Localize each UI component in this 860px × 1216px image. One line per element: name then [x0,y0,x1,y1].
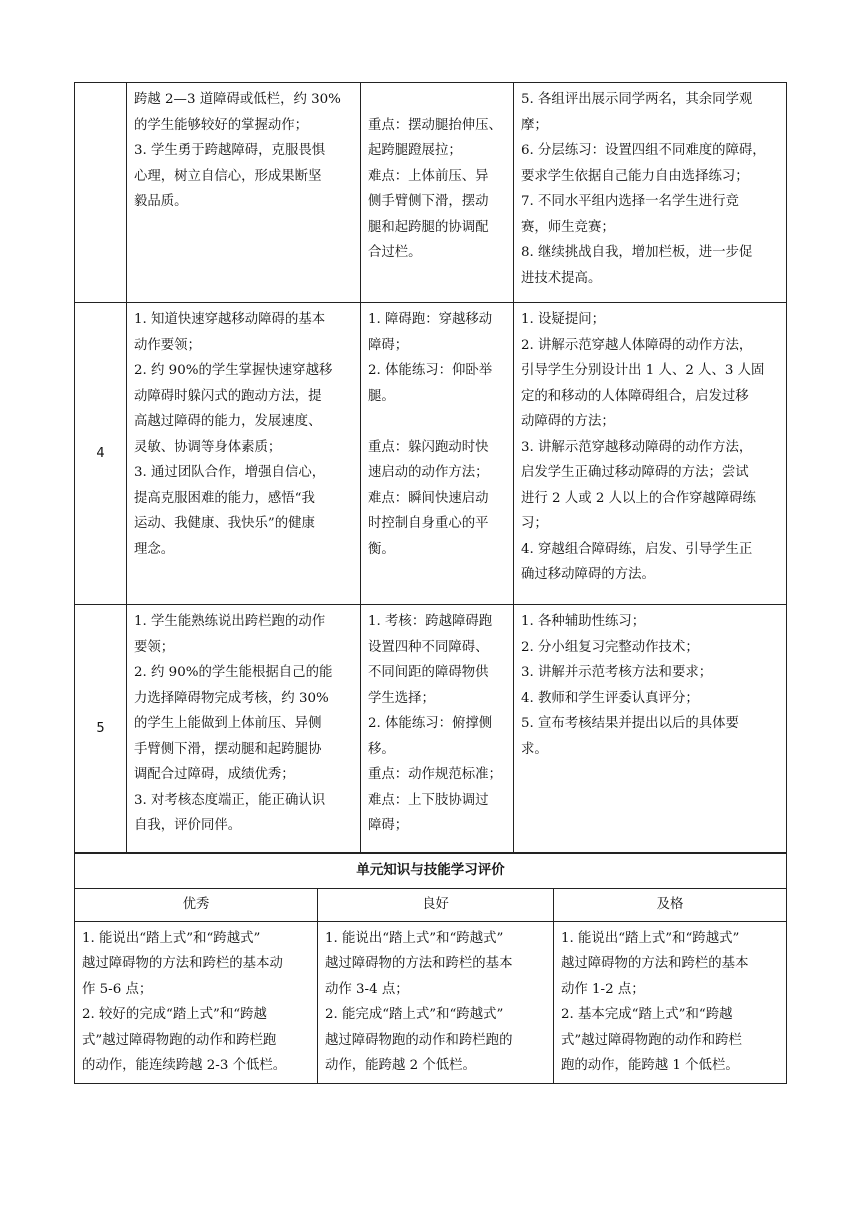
criteria-good-line: 动作，能跨越 2 个低栏。 [325,1058,476,1073]
header-pass: 及格 [554,889,787,922]
teaching-method-cell-line: 求。 [521,741,548,757]
lesson-table-body [75,83,787,853]
lesson-content-cell-line: 腿和起跨腿的协调配 [368,219,489,235]
lesson-number [75,83,127,303]
teaching-method-cell [514,605,787,853]
teaching-method-cell-line: 要求学生依据自己能力自由选择练习； [521,168,749,184]
lesson-content-cell-line: 重点：摆动腿抬伸压、 [368,117,502,133]
learning-goal-cell-line: 动作要领； [134,337,201,353]
criteria-excellent-line: 1. 能说出“踏上式”和“跨越式” [82,930,261,946]
criteria-pass-line: 越过障碍物的方法和跨栏的基本 [561,956,749,971]
learning-goal-cell-line: 心理，树立自信心，形成果断坚 [134,168,322,184]
learning-goal-cell-line: 灵敏、协调等身体素质； [134,439,282,455]
criteria-excellent-line: 2. 较好的完成“踏上式”和“跨越 [82,1007,267,1022]
criteria-good-line: 越过障碍物的方法和跨栏的基本 [325,956,513,971]
learning-goal-cell [127,605,361,853]
teaching-method-cell-line: 5. 宣布考核结果并提出以后的具体要 [521,716,739,731]
lesson-number: 4 [75,303,127,605]
lesson-row [75,83,787,303]
teaching-method-cell [514,83,787,303]
teaching-method-cell-line: 8. 继续挑战自我，增加栏板，进一步促 [521,245,753,260]
teaching-method-cell-line: 3. 讲解并示范考核方法和要求； [521,665,713,680]
teaching-method-cell-line: 习； [521,516,548,531]
criteria-pass [554,921,787,1083]
learning-goal-cell-line: 的学生上能做到上体前压、异侧 [134,716,322,731]
criteria-pass-line: 跑的动作，能跨越 1 个低栏。 [561,1058,739,1073]
lesson-row [75,303,787,605]
learning-goal-cell [127,303,361,605]
teaching-method-cell-line: 2. 讲解示范穿越人体障碍的动作方法， [521,337,753,353]
learning-goal-cell-line: 动障碍时躲闪式的跑动方法，提 [134,388,322,404]
learning-goal-cell-line: 2. 约 90%的学生掌握快速穿越移 [134,363,333,378]
teaching-method-cell-line: 3. 讲解示范穿越移动障碍的动作方法， [521,439,753,455]
learning-goal-cell-line: 理念。 [134,541,175,557]
lesson-content-cell-line: 不同间距的障碍物供 [368,665,489,680]
criteria-good-line: 2. 能完成“踏上式”和“跨越式” [325,1007,504,1022]
teaching-method-cell-line: 进技术提高。 [521,270,602,286]
criteria-excellent [75,921,318,1083]
evaluation-header-row [75,889,787,922]
teaching-method-cell-line: 5. 各组评出展示同学两名，其余同学观 [521,92,753,107]
teaching-method-cell-line: 定的和移动的人体障碍组合，启发过移 [521,388,749,404]
learning-goal-cell-line: 运动、我健康、我快乐”的健康 [134,516,315,531]
lesson-content-cell-line: 移。 [368,741,395,757]
lesson-content-cell [361,83,514,303]
lesson-content-cell [361,303,514,605]
criteria-excellent-line: 式”越过障碍物跑的动作和跨栏跑 [82,1032,277,1048]
teaching-method-cell-line: 4. 教师和学生评委认真评分； [521,690,699,706]
learning-goal-cell [127,83,361,303]
learning-goal-cell-line: 力选择障碍物完成考核，约 30% [134,690,329,706]
header-good: 良好 [318,889,554,922]
criteria-good-line: 1. 能说出“踏上式”和“跨越式” [325,930,504,946]
learning-goal-cell-line: 3. 学生勇于跨越障碍，克服畏惧 [134,143,326,158]
learning-goal-cell-line: 提高克服困难的能力，感悟“我 [134,490,315,506]
teaching-method-cell-line: 4. 穿越组合障碍练，启发、引导学生正 [521,541,753,557]
learning-goal-cell-line: 1. 知道快速穿越移动障碍的基本 [134,312,326,327]
evaluation-criteria-row [75,921,787,1083]
learning-goal-cell-line: 毅品质。 [134,194,188,209]
teaching-method-cell-line: 6. 分层练习：设置四组不同难度的障碍， [521,143,766,158]
learning-goal-cell-line: 跨越 2—3 道障碍或低栏，约 30% [134,92,341,107]
criteria-good-line: 动作 3-4 点； [325,981,409,997]
lesson-content-cell-line: 障碍； [368,818,409,833]
criteria-pass-line: 式”越过障碍物跑的动作和跨栏 [561,1032,742,1048]
evaluation-table [74,853,787,1084]
lesson-content-cell-line: 1. 考核：跨越障碍跑 [368,614,493,629]
learning-goal-cell-line: 要领； [134,639,175,655]
learning-goal-cell-line: 3. 对考核态度端正，能正确认识 [134,792,326,808]
evaluation-title: 单元知识与技能学习评价 [75,854,787,889]
lesson-content-cell-line: 障碍； [368,337,409,353]
lesson-content-cell-line: 设置四种不同障碍、 [368,639,489,655]
teaching-method-cell-line: 摩； [521,117,548,133]
lesson-content-cell-line: 学生选择； [368,690,435,706]
lesson-table [74,82,787,853]
learning-goal-cell-line: 高越过障碍的能力，发展速度、 [134,414,322,429]
lesson-row [75,605,787,853]
teaching-method-cell-line: 引导学生分别设计出 1 人、2 人、3 人固 [521,363,765,378]
lesson-content-cell-line: 时控制自身重心的平 [368,516,489,531]
teaching-method-cell [514,303,787,605]
teaching-method-cell-line: 7. 不同水平组内选择一名学生进行竞 [521,194,739,209]
lesson-content-cell-line: 难点：上体前压、异 [368,168,489,184]
lesson-number: 5 [75,605,127,853]
learning-goal-cell-line: 1. 学生能熟练说出跨栏跑的动作 [134,614,326,629]
lesson-content-cell-line: 难点：瞬间快速启动 [368,490,489,506]
criteria-excellent-line: 的动作，能连续跨越 2-3 个低栏。 [82,1058,287,1073]
lesson-content-cell-line: 2. 体能练习：俯撑侧 [368,716,493,731]
learning-goal-cell-line: 调配合过障碍，成绩优秀； [134,767,295,782]
lesson-content-cell-line: 重点：动作规范标准； [368,767,502,782]
lesson-content-cell-line: 1. 障碍跑：穿越移动 [368,312,493,327]
teaching-method-cell-line: 1. 设疑提问； [521,312,605,327]
lesson-content-cell [361,605,514,853]
teaching-method-cell-line: 启发学生正确过移动障碍的方法；尝试 [521,465,749,480]
lesson-content-cell-line: 速启动的动作方法； [368,465,489,480]
learning-goal-cell-line: 2. 约 90%的学生能根据自己的能 [134,665,333,680]
criteria-pass-line: 1. 能说出“踏上式”和“跨越式” [561,930,740,946]
evaluation-title-row [75,854,787,889]
criteria-good-line: 越过障碍物跑的动作和跨栏跑的 [325,1032,513,1048]
header-excellent: 优秀 [75,889,318,922]
criteria-good [318,921,554,1083]
lesson-content-cell-line [368,409,507,435]
teaching-method-cell-line: 确过移动障碍的方法。 [521,567,655,582]
teaching-method-cell-line: 1. 各种辅助性练习； [521,614,646,629]
learning-goal-cell-line: 的学生能够较好的掌握动作； [134,117,309,133]
criteria-pass-line: 动作 1-2 点； [561,981,645,997]
learning-goal-cell-line: 3. 通过团队合作，增强自信心， [134,465,326,480]
lesson-content-cell-line: 起跨腿蹬展拉； [368,143,462,158]
lesson-content-cell-line: 2. 体能练习：仰卧举 [368,363,493,378]
lesson-content-cell-line: 重点：躲闪跑动时快 [368,439,489,455]
teaching-method-cell-line: 2. 分小组复习完整动作技术； [521,639,699,655]
lesson-content-cell-line: 衡。 [368,541,395,557]
learning-goal-cell-line: 手臂侧下滑，摆动腿和起跨腿协 [134,741,322,757]
learning-goal-cell-line: 自我，评价同伴。 [134,818,242,833]
lesson-content-cell-line: 合过栏。 [368,245,422,260]
teaching-method-cell-line: 赛，师生竞赛； [521,219,615,235]
criteria-excellent-line: 作 5-6 点； [82,981,153,997]
lesson-plan-page [74,82,786,1084]
lesson-content-cell-line [368,87,507,113]
criteria-excellent-line: 越过障碍物的方法和跨栏的基本动 [82,956,283,971]
lesson-content-cell-line: 难点：上下肢协调过 [368,792,489,808]
lesson-content-cell-line: 侧手臂侧下滑，摆动 [368,194,489,209]
teaching-method-cell-line: 动障碍的方法； [521,414,615,429]
teaching-method-cell-line: 进行 2 人或 2 人以上的合作穿越障碍练 [521,490,756,506]
lesson-content-cell-line: 腿。 [368,388,395,404]
criteria-pass-line: 2. 基本完成“踏上式”和“跨越 [561,1007,733,1022]
